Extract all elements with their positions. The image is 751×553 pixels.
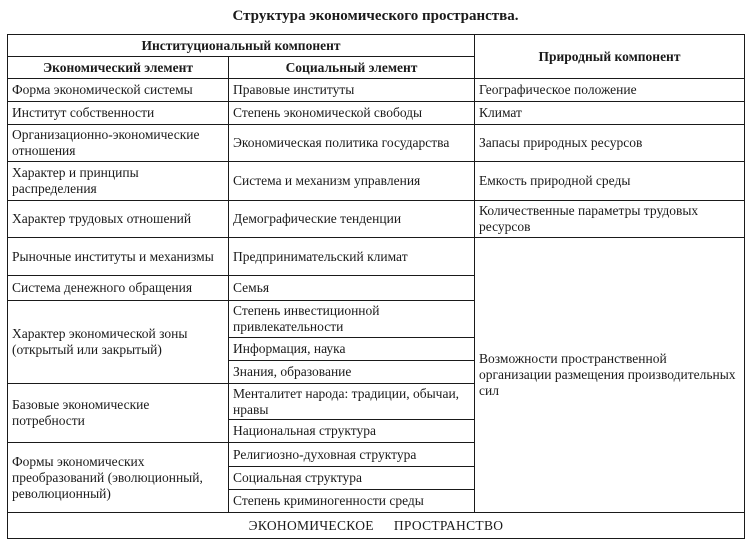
economic-cell: Формы экономических преобразований (эволюционный, революционный) bbox=[8, 443, 229, 513]
social-cell: Степень экономической свободы bbox=[229, 102, 475, 125]
natural-cell: Количественные параметры трудовых ресурсов bbox=[475, 201, 745, 238]
header-social: Социальный элемент bbox=[229, 57, 475, 79]
social-cell: Религиозно-духовная структура bbox=[229, 443, 475, 467]
natural-cell: Возможности пространственной организации размещения производительных сил bbox=[475, 238, 745, 513]
social-cell: Менталитет народа: традиции, обычаи, нравы bbox=[229, 384, 475, 420]
social-cell: Правовые институты bbox=[229, 79, 475, 102]
economic-cell: Характер и принципы распределения bbox=[8, 162, 229, 201]
economic-cell: Система денежного обращения bbox=[8, 276, 229, 301]
economic-cell: Характер экономической зоны (открытый или закрытый) bbox=[8, 301, 229, 384]
social-cell: Степень криминогенности среды bbox=[229, 490, 475, 513]
footer-economic-space bbox=[8, 513, 745, 539]
social-cell: Степень инвестиционной привлекательности bbox=[229, 301, 475, 338]
header-economic: Экономический элемент bbox=[8, 57, 229, 79]
economic-cell: Характер трудовых отношений bbox=[8, 201, 229, 238]
natural-cell: Емкость природной среды bbox=[475, 162, 745, 201]
social-cell: Экономическая политика государства bbox=[229, 125, 475, 162]
natural-cell: Климат bbox=[475, 102, 745, 125]
structure-table bbox=[7, 34, 745, 539]
table-title: Структура экономического пространства. bbox=[232, 8, 519, 24]
social-cell: Семья bbox=[229, 276, 475, 301]
social-cell: Система и механизм управления bbox=[229, 162, 475, 201]
social-cell: Предпринимательский климат bbox=[229, 238, 475, 276]
economic-cell: Форма экономической системы bbox=[8, 79, 229, 102]
natural-cell: Запасы природных ресурсов bbox=[475, 125, 745, 162]
social-cell: Национальная структура bbox=[229, 420, 475, 443]
footer-word: ЭКОНОМИЧЕСКОЕ bbox=[248, 517, 374, 533]
economic-cell: Рыночные институты и механизмы bbox=[8, 238, 229, 276]
social-cell: Знания, образование bbox=[229, 361, 475, 384]
economic-cell: Базовые экономические потребности bbox=[8, 384, 229, 443]
footer-word: ПРОСТРАНСТВО bbox=[393, 517, 504, 533]
social-cell: Информация, наука bbox=[229, 338, 475, 361]
header-institutional: Институциональный компонент bbox=[8, 35, 475, 57]
natural-cell: Географическое положение bbox=[475, 79, 745, 102]
economic-cell: Организационно-экономические отношения bbox=[8, 125, 229, 162]
header-natural: Природный компонент bbox=[475, 35, 745, 79]
economic-cell: Институт собственности bbox=[8, 102, 229, 125]
social-cell: Социальная структура bbox=[229, 467, 475, 490]
social-cell: Демографические тенденции bbox=[229, 201, 475, 238]
